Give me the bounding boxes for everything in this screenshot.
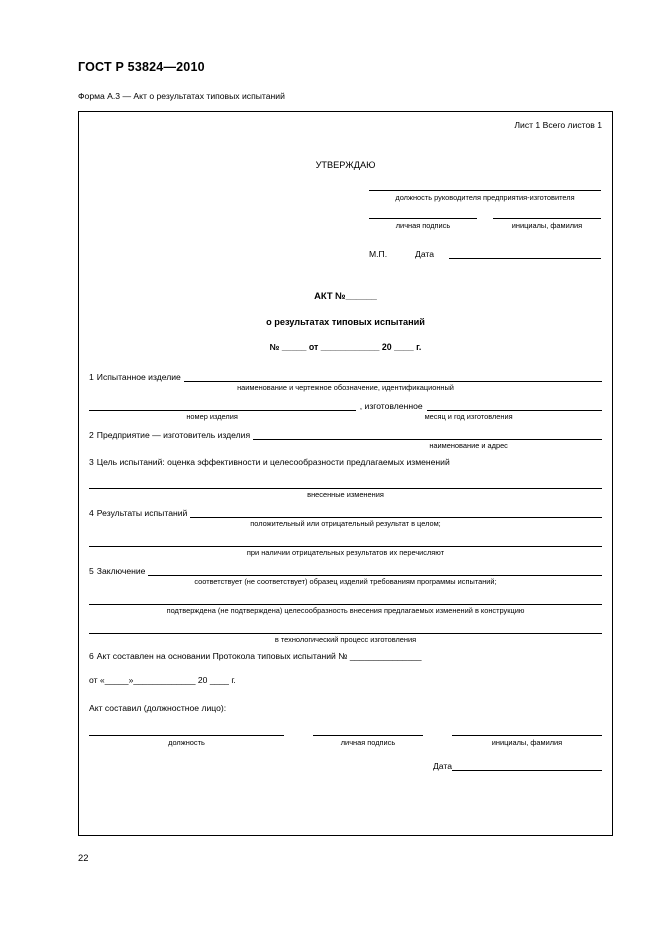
sign-initials-rule <box>452 735 602 736</box>
item1-number: 1 <box>89 372 94 382</box>
item5-line <box>89 564 602 576</box>
item4-line <box>89 506 602 518</box>
item5-rule2 <box>89 593 602 605</box>
item3-number: 3 <box>89 457 94 467</box>
form-subtitle: о результатах типовых испытаний <box>266 317 425 327</box>
item5-number: 5 <box>89 566 94 576</box>
item3-line <box>89 457 602 467</box>
form-item-4 <box>89 506 602 557</box>
item4-rule2 <box>89 535 602 547</box>
form-frame <box>78 111 613 836</box>
item3-rule <box>89 477 602 489</box>
sign-position-caption: должность <box>168 738 205 747</box>
item6-number: 6 <box>89 651 94 661</box>
item2-caption-spacer <box>89 441 335 450</box>
item1-fill <box>184 370 602 382</box>
item6-label: Акт составлен на основании Протокола типовых испытаний № _______________ <box>96 651 422 661</box>
item2-caption-row <box>89 441 602 450</box>
sign-signature-rule <box>313 735 423 736</box>
item1-line <box>89 370 602 382</box>
mp-label: М.П. <box>369 249 388 259</box>
item1-caption-right: месяц и год изготовления <box>424 412 513 421</box>
item5-rule3 <box>89 622 602 634</box>
form-title: АКТ №______ <box>314 290 377 301</box>
item1-caption: наименование и чертежное обозначение, идентификационный <box>237 383 454 392</box>
item5-label: Заключение <box>96 566 146 576</box>
sign-position-col <box>89 735 284 747</box>
item4-number: 4 <box>89 508 94 518</box>
signature-block <box>89 735 602 747</box>
compiled-spacer <box>89 689 602 703</box>
approve-initials-col <box>493 218 601 230</box>
item2-fill <box>253 428 602 440</box>
item1-mid-text: , изготовленное <box>359 401 423 411</box>
sign-signature-caption: личная подпись <box>340 738 396 747</box>
form-item-1 <box>89 370 602 421</box>
date-rule <box>449 248 601 259</box>
item2-caption: наименование и адрес <box>429 441 508 450</box>
item4-fill <box>190 506 602 518</box>
final-date-row <box>89 759 602 771</box>
final-date-label: Дата <box>432 761 452 771</box>
form-item-5 <box>89 564 602 644</box>
approve-position-caption: должность руководителя предприятия-изготовителя <box>395 193 575 202</box>
sign-initials-caption: инициалы, фамилия <box>491 738 563 747</box>
standard-header: ГОСТ Р 53824—2010 <box>78 60 205 74</box>
form-item-6 <box>89 651 602 685</box>
approve-signature-col <box>369 218 477 230</box>
item5-caption: соответствует (не соответствует) образец изделий требованиям программы испытаний; <box>194 577 497 586</box>
item6-date-line: от «_____»_____________ 20 ____ г. <box>89 675 236 685</box>
sign-signature-col <box>313 735 423 747</box>
item1-caption-split <box>89 412 602 421</box>
form-item-3 <box>89 457 602 499</box>
item1-label: Испытанное изделие <box>96 372 181 382</box>
item4-label: Результаты испытаний <box>96 508 188 518</box>
form-item-2 <box>89 428 602 450</box>
date-label: Дата <box>415 249 435 259</box>
item4-caption: положительный или отрицательный результат в целом; <box>250 519 441 528</box>
form-inner <box>79 112 612 835</box>
item1-caption-left: номер изделия <box>186 412 238 421</box>
item2-number: 2 <box>89 430 94 440</box>
item3-spacer <box>89 467 602 477</box>
approve-initials-rule <box>493 218 601 219</box>
form-body <box>89 370 602 771</box>
final-date-rule <box>452 759 602 771</box>
item3-caption: внесенные изменения <box>307 490 384 499</box>
item3-label: Цель испытаний: оценка эффективности и целесообразности предлагаемых изменений <box>96 457 450 467</box>
mp-date-row <box>369 248 601 259</box>
item6-line <box>89 651 602 661</box>
approve-position-rule <box>369 190 601 191</box>
form-caption: Форма А.3 — Акт о результатах типовых испытаний <box>78 91 285 101</box>
item6-spacer <box>89 665 602 675</box>
item1-seg-b <box>427 399 602 411</box>
item1-mid-line <box>89 399 602 411</box>
sheet-info: Лист 1 Всего листов 1 <box>514 120 602 130</box>
item5-caption3: в технологический процесс изготовления <box>274 635 417 644</box>
item5-caption2: подтверждена (не подтверждена) целесообразность внесения предлагаемых изменений в конструкцию <box>166 606 525 615</box>
approve-signature-rule <box>369 218 477 219</box>
approve-heading: УТВЕРЖДАЮ <box>315 160 376 170</box>
form-number-date: № _____ от ____________ 20 ____ г. <box>269 342 422 352</box>
item2-label: Предприятие — изготовитель изделия <box>96 430 251 440</box>
item5-fill <box>148 564 602 576</box>
sign-initials-col <box>452 735 602 747</box>
item4-caption2: при наличии отрицательных результатов их перечисляют <box>246 548 445 557</box>
approve-signature-caption: личная подпись <box>395 221 451 230</box>
page-number: 22 <box>78 852 89 863</box>
compiled-by-label: Акт составил (должностное лицо): <box>89 703 227 713</box>
approve-initials-caption: инициалы, фамилия <box>511 221 583 230</box>
approve-sign-row <box>369 218 601 230</box>
item1-seg-a <box>89 399 356 411</box>
item2-line <box>89 428 602 440</box>
approve-block <box>369 190 601 230</box>
sign-position-rule <box>89 735 284 736</box>
